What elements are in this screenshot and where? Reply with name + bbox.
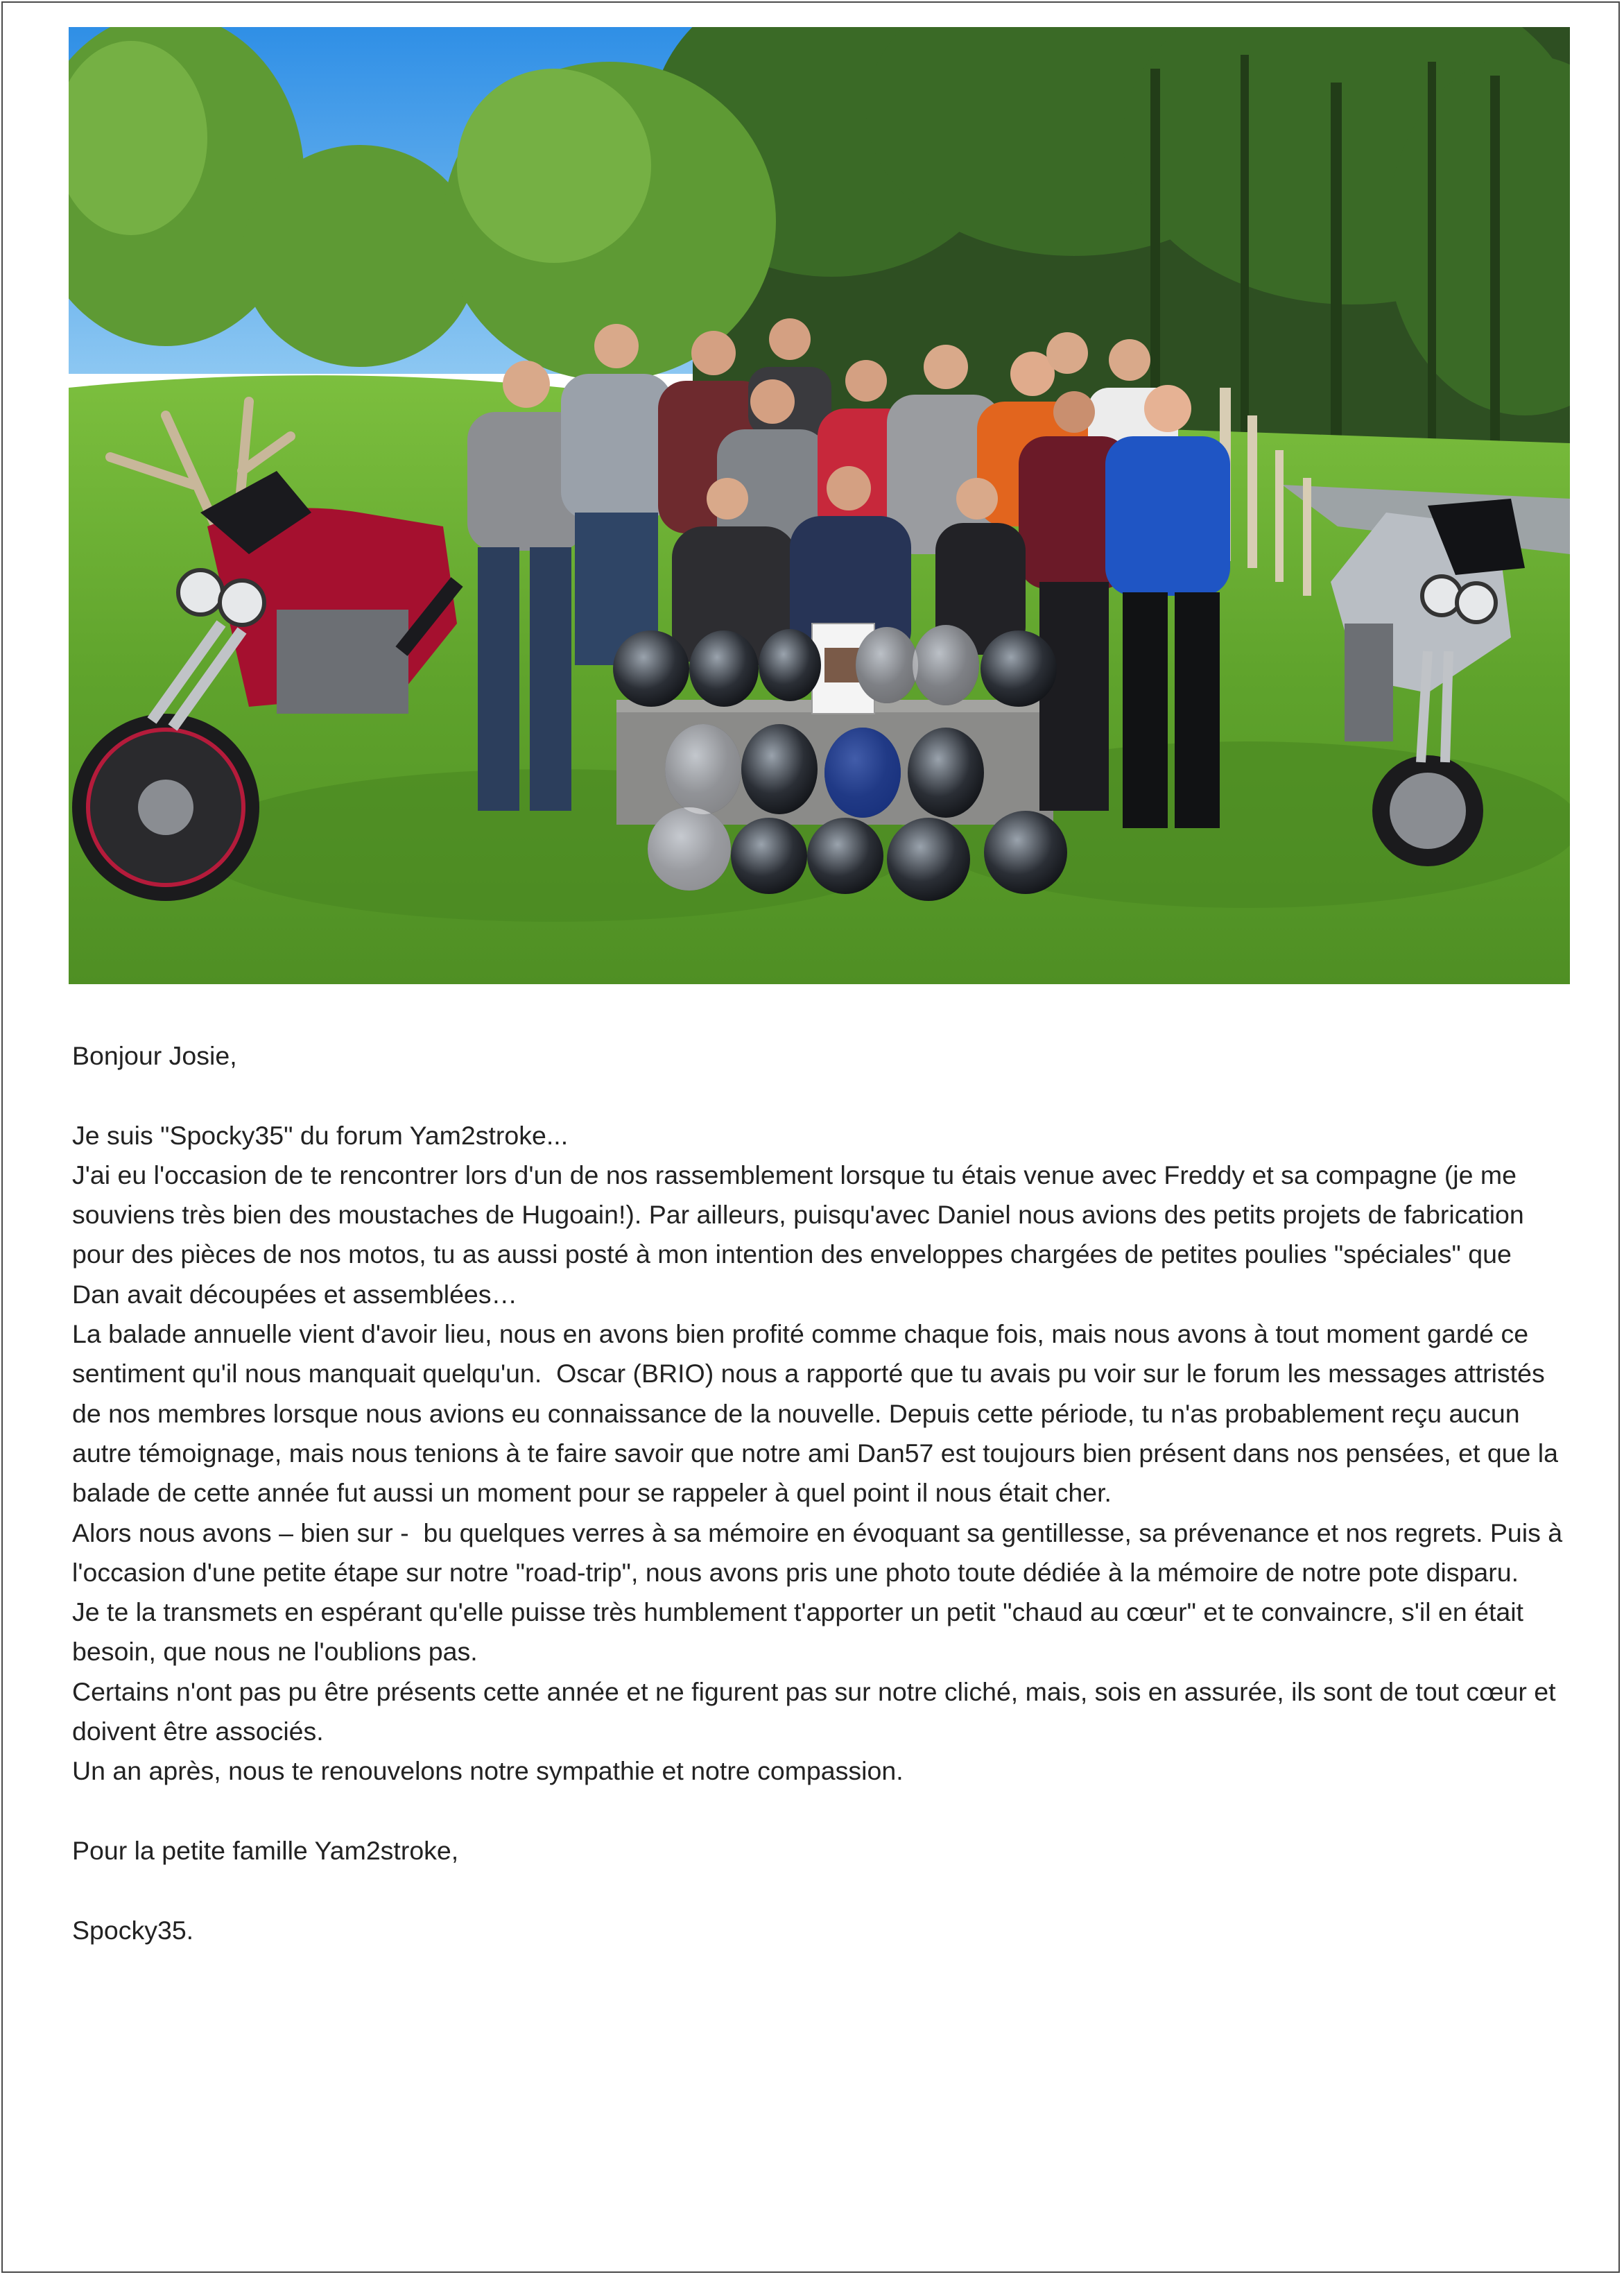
paragraph-sympathie: Un an après, nous te renouvelons notre sympathie et notre compassion. <box>72 1756 904 1786</box>
paragraph-intro: Je suis "Spocky35" du forum Yam2stroke... <box>72 1120 569 1150</box>
paragraph-absents: Certains n'ont pas pu être présents cette année et ne figurent pas sur notre cliché, mais, sois en assurée, ils sont de tout cœur et doivent être associés. <box>72 1676 1563 1746</box>
paragraph-balade: La balade annuelle vient d'avoir lieu, nous en avons bien profité comme chaque fois, mais nous avons à tout moment gardé ce sentiment qu'il nous manquait quelqu'un. Oscar (BRIO) nous a rapporté que tu avais pu voir sur le forum les messages attristés de nos membres lorsque nous avions eu connaissance de la nouvelle. Depuis cette période, tu n'as probablement reçu aucun autre témoignage, mais nous tenions à te faire savoir que notre ami Dan57 est toujours bien présent dans nos pensées, et que la balade de cette année fut aussi un moment pour se rappeler à quel point il nous était cher. <box>72 1319 1566 1508</box>
letter-page <box>1 1 1620 2273</box>
paragraph-meeting: J'ai eu l'occasion de te rencontrer lors d'un de nos rassemblement lorsque tu étais venue avec Freddy et sa compagne (je me souviens très bien des moustaches de Hugoain!). Par ailleurs, puisqu'avec Daniel nous avions des petits projets de fabrication pour des pièces de nos motos, tu as aussi posté à mon intention des enveloppes chargées de petites poulies "spéciales" que Dan avait découpées et assemblées… <box>72 1160 1532 1309</box>
signature: Spocky35. <box>72 1915 194 1945</box>
spacer <box>72 1871 1563 1910</box>
spacer <box>72 1791 1563 1831</box>
closing: Pour la petite famille Yam2stroke, <box>72 1835 459 1865</box>
group-photo <box>69 27 1570 984</box>
paragraph-transmets: Je te la transmets en espérant qu'elle puisse très humblement t'apporter un petit "chaud au cœur" et te convaincre, s'il en était besoin, que nous ne l'oublions pas. <box>72 1597 1531 1667</box>
paragraph-memoire: Alors nous avons – bien sur - bu quelques verres à sa mémoire en évoquant sa gentillesse, sa prévenance et nos regrets. Puis à l'occasion d'une petite étape sur notre "road-trip", nous avons pris une photo toute dédiée à la mémoire de notre pote disparu. <box>72 1518 1570 1587</box>
spacer <box>72 1076 1563 1115</box>
letter-text <box>72 1036 1570 1950</box>
group-photo-image <box>69 27 1570 984</box>
greeting: Bonjour Josie, <box>72 1041 237 1070</box>
